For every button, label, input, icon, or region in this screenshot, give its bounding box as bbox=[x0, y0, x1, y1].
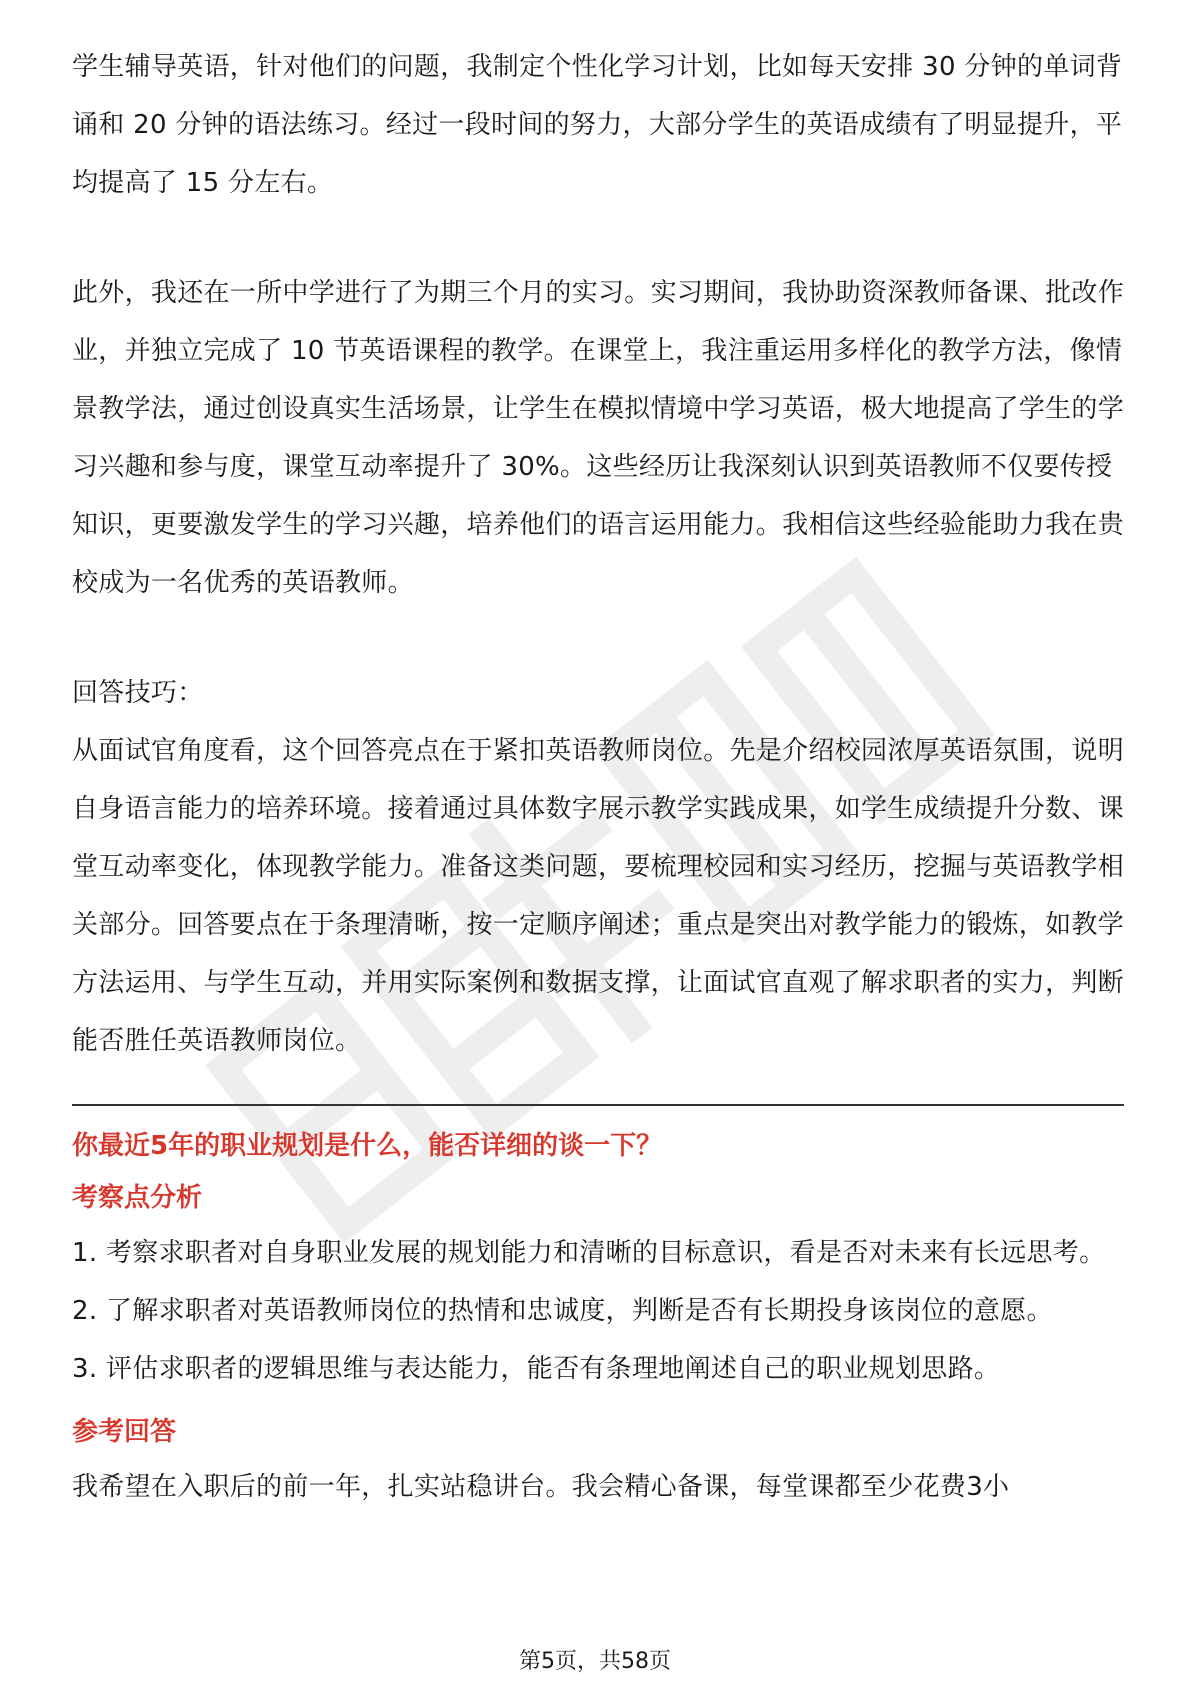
tips-label: 回答技巧： bbox=[72, 678, 204, 708]
question-title: 你最近5年的职业规划是什么，能否详细的谈一下？ bbox=[72, 1131, 663, 1161]
answer-text: 我希望在入职后的前一年，扎实站稳讲台。我会精心备课，每堂课都至少花费3小 bbox=[72, 1472, 1010, 1502]
tips-text: 从面试官角度看，这个回答亮点在于紧扣英语教师岗位。先是介绍校园浓厚英语氛围，说明自身语言能力的培养环境。接着通过具体数字展示教学实践成果，如学生成绩提升分数、课堂互动率变化，体现教学能力。准备这类问题，要梳理校园和实习经历，挖掘与英语教学相关部分。回答要点在于条理清晰，按一定顺序阐述；重点是突出对教学能力的锻炼，如教学方法运用、与学生互动，并用实际案例和数据支撑，让面试官直观了解求职者的实力，判断能否胜任英语教师岗位。 bbox=[72, 736, 1125, 1056]
section-divider bbox=[72, 1104, 1124, 1106]
analysis-point: 1. 考察求职者对自身职业发展的规划能力和清晰的目标意识，看是否对未来有长远思考。 bbox=[72, 1238, 1106, 1268]
paragraph-spacer bbox=[72, 612, 1124, 664]
body-paragraph-2: 此外，我还在一所中学进行了为期三个月的实习。实习期间，我协助资深教师备课、批改作业，并独立完成了 10 节英语课程的教学。在课堂上，我注重运用多样化的教学方法，像情景教学法，通过创设真实生活场景，让学生在模拟情境中学习英语，极大地提高了学生的学习兴趣和参与度，课堂互动率提升了 30%。这些经历让我深刻认识到英语教师不仅要传授知识，更要激发学生的学习兴趣，培养他们的语言运用能力。我相信这些经验能助力我在贵校成为一名优秀的英语教师。 bbox=[72, 278, 1125, 598]
body-paragraph-1: 学生辅导英语，针对他们的问题，我制定个性化学习计划，比如每天安排 30 分钟的单词背诵和 20 分钟的语法练习。经过一段时间的努力，大部分学生的英语成绩有了明显提升，平均提高了 15 分左右。 bbox=[72, 52, 1123, 198]
page-number: 第5页，共58页 bbox=[519, 1649, 671, 1674]
analysis-point: 3. 评估求职者的逻辑思维与表达能力，能否有条理地阐述自己的职业规划思路。 bbox=[72, 1354, 1001, 1384]
paragraph-spacer bbox=[72, 212, 1124, 264]
analysis-point: 2. 了解求职者对英语教师岗位的热情和忠诚度，判断是否有长期投身该岗位的意愿。 bbox=[72, 1296, 1053, 1326]
page-content bbox=[72, 38, 1124, 1516]
answer-heading: 参考回答 bbox=[72, 1417, 177, 1447]
analysis-heading: 考察点分析 bbox=[72, 1183, 203, 1213]
